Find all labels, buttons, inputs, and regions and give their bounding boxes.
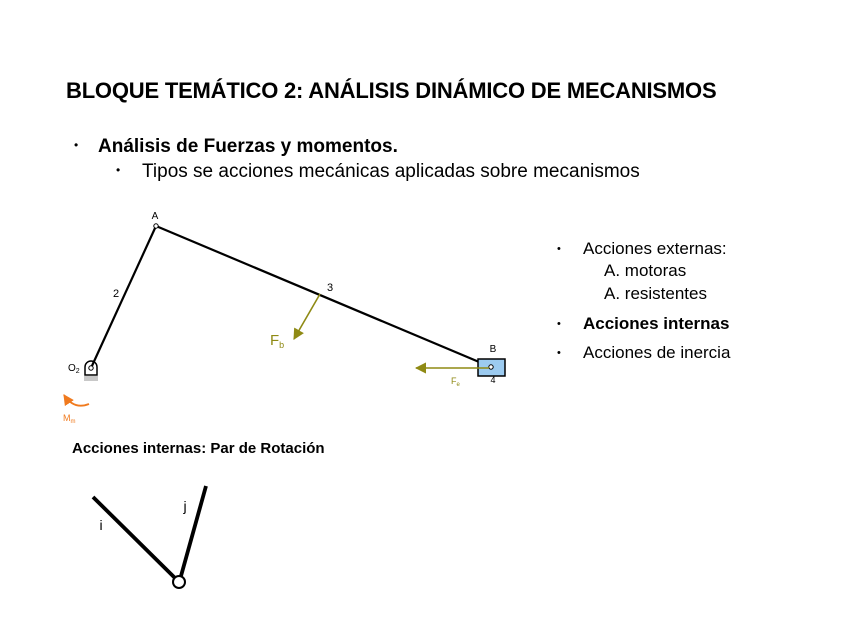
slide-title: BLOQUE TEMÁTICO 2: ANÁLISIS DINÁMICO DE MECANISMOS — [66, 78, 717, 103]
joint-a — [154, 224, 158, 228]
label-mm — [63, 413, 76, 425]
side-item-internas-label: Acciones internas — [583, 314, 730, 333]
ground-hatch — [84, 376, 98, 381]
link-i — [93, 497, 176, 579]
force-fb-arrow — [294, 294, 320, 339]
joint-b — [489, 365, 493, 369]
label-fe-sub: e — [456, 382, 460, 388]
label-fb-main: F — [270, 332, 280, 349]
label-fb — [270, 332, 284, 350]
side-item-externas-label: Acciones externas: — [583, 239, 727, 258]
label-fe — [451, 376, 461, 388]
label-b: B — [489, 344, 497, 355]
bullet-dot: • — [116, 163, 121, 177]
label-fe-main: F — [451, 376, 457, 386]
label-o2-main: O — [68, 363, 76, 374]
label-a: A — [151, 211, 159, 222]
moment-mm-arrow — [64, 395, 89, 406]
bullet-dot: • — [74, 138, 79, 152]
label-o2 — [68, 363, 80, 375]
link-2 — [91, 226, 156, 368]
label-i: i — [99, 517, 103, 533]
label-link-2: 2 — [112, 288, 120, 300]
label-mm-main: M — [63, 413, 71, 423]
internal-actions-subtitle: Acciones internas: Par de Rotación — [72, 440, 325, 457]
label-j: j — [183, 498, 187, 514]
bullet-dot: • — [557, 347, 561, 359]
label-mm-sub: m — [70, 419, 76, 425]
sub-bullet-text: Tipos se acciones mecánicas aplicadas sobre mecanismos — [142, 161, 640, 182]
label-fb-sub: b — [279, 340, 285, 350]
label-link-3: 3 — [326, 282, 334, 294]
bullet-dot: • — [557, 243, 561, 255]
bullet-dot: • — [557, 318, 561, 330]
revolute-joint — [173, 576, 185, 588]
main-bullet-text: Análisis de Fuerzas y momentos. — [98, 136, 398, 157]
label-link-4: 4 — [490, 375, 496, 385]
joint-o2 — [89, 366, 93, 370]
side-item-inercia-label: Acciones de inercia — [583, 343, 731, 362]
label-o2-sub: 2 — [75, 368, 80, 375]
side-item-resistentes: A. resistentes — [604, 284, 707, 303]
side-item-motoras: A. motoras — [604, 261, 687, 280]
link-3 — [156, 226, 491, 367]
